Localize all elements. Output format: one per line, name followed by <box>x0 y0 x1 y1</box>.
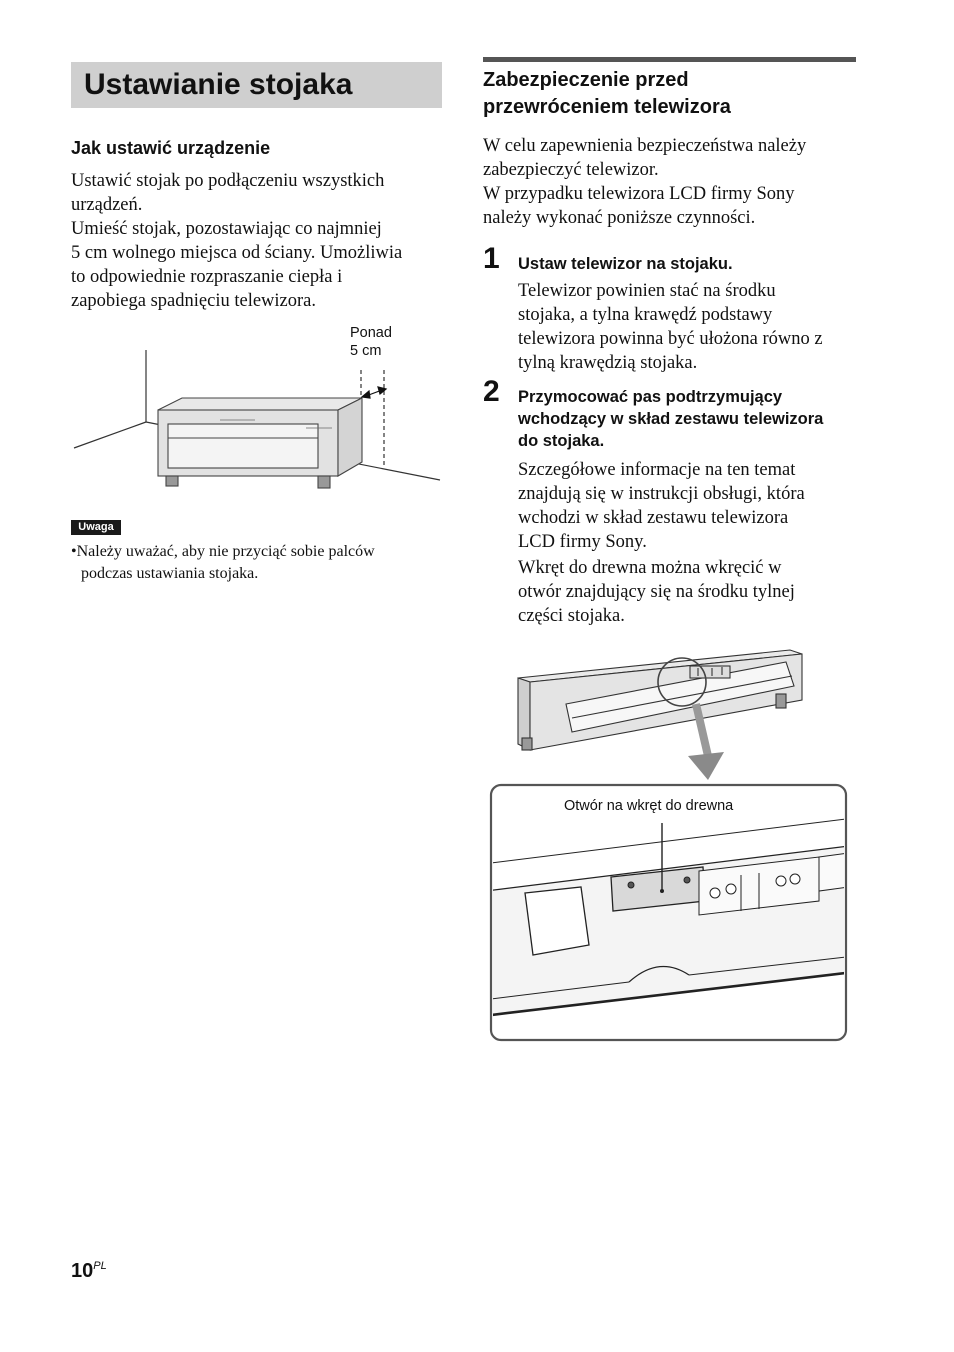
setup-paragraph <box>71 169 451 313</box>
intro-line: W przypadku telewizora LCD firmy Sony <box>483 184 795 204</box>
step1-title: Ustaw telewizor na stojaku. <box>518 255 733 273</box>
step1-line: tylną krawędzią stojaka. <box>518 353 698 373</box>
intro-paragraph <box>483 134 863 230</box>
step2-line: Szczegółowe informacje na ten temat <box>518 460 796 480</box>
page-title: Ustawianie stojaka <box>84 68 353 101</box>
intro-line: zabezpieczyć telewizor. <box>483 160 659 180</box>
section-heading <box>483 67 731 121</box>
intro-line: W celu zapewnienia bezpieczeństwa należy <box>483 136 807 156</box>
intro-line: należy wykonać poniższe czynności. <box>483 208 756 228</box>
stand-rear-illustration <box>500 638 820 780</box>
step2-body <box>518 458 868 628</box>
step2-title-line: Przymocować pas podtrzymujący <box>518 388 783 406</box>
heading-line: przewróceniem telewizora <box>483 96 731 118</box>
page-language-code: PL <box>93 1260 107 1272</box>
step2-line: LCD firmy Sony. <box>518 532 647 552</box>
paragraph-line: Ustawić stojak po podłączeniu wszystkich <box>71 171 385 191</box>
step2-line: części stojaka. <box>518 606 625 626</box>
note-line: •Należy uważać, aby nie przyciąć sobie palców <box>71 543 375 560</box>
paragraph-line: urządzeń. <box>71 195 143 215</box>
step1-line: telewizora powinna być ułożona równo z <box>518 329 823 349</box>
detail-callout <box>489 783 849 1043</box>
note-line: podczas ustawiania stojaka. <box>81 565 259 582</box>
step1-body <box>518 279 868 375</box>
stand-wall-illustration <box>70 340 450 500</box>
paragraph-line: to odpowiednie rozpraszanie ciepła i <box>71 267 343 287</box>
paragraph-line: zapobiega spadnięciu telewizora. <box>71 291 317 311</box>
note-text <box>71 541 375 585</box>
note-badge: Uwaga <box>71 520 121 535</box>
step1-number: 1 <box>483 242 500 275</box>
page-number-value: 10 <box>71 1260 94 1282</box>
paragraph-line: 5 cm wolnego miejsca od ściany. Umożliwia <box>71 243 403 263</box>
step2-title-line: do stojaka. <box>518 432 605 450</box>
step2-line: znajdują się w instrukcji obsługi, która <box>518 484 805 504</box>
gap-label-line1: Ponad <box>350 325 392 341</box>
step1-line: Telewizor powinien stać na środku <box>518 281 776 301</box>
heading-line: Zabezpieczenie przed <box>483 69 689 91</box>
section-subheading: Jak ustawić urządzenie <box>71 138 271 158</box>
step1-line: stojaka, a tylna krawędź podstawy <box>518 305 773 325</box>
gap-label-line2: 5 cm <box>350 343 382 359</box>
step2-title-line: wchodzący w skład zestawu telewizora <box>518 410 824 428</box>
step2-line: Wkręt do drewna można wkręcić w <box>518 558 782 578</box>
step2-title <box>518 386 823 452</box>
section-rule <box>483 57 856 62</box>
step2-line: wchodzi w skład zestawu telewizora <box>518 508 789 528</box>
step2-line: otwór znajdujący się na środku tylnej <box>518 582 795 602</box>
page-number <box>71 1260 107 1283</box>
paragraph-line: Umieść stojak, pozostawiając co najmniej <box>71 219 382 239</box>
step2-number: 2 <box>483 375 500 408</box>
screw-hole-label: Otwór na wkręt do drewna <box>564 798 734 814</box>
